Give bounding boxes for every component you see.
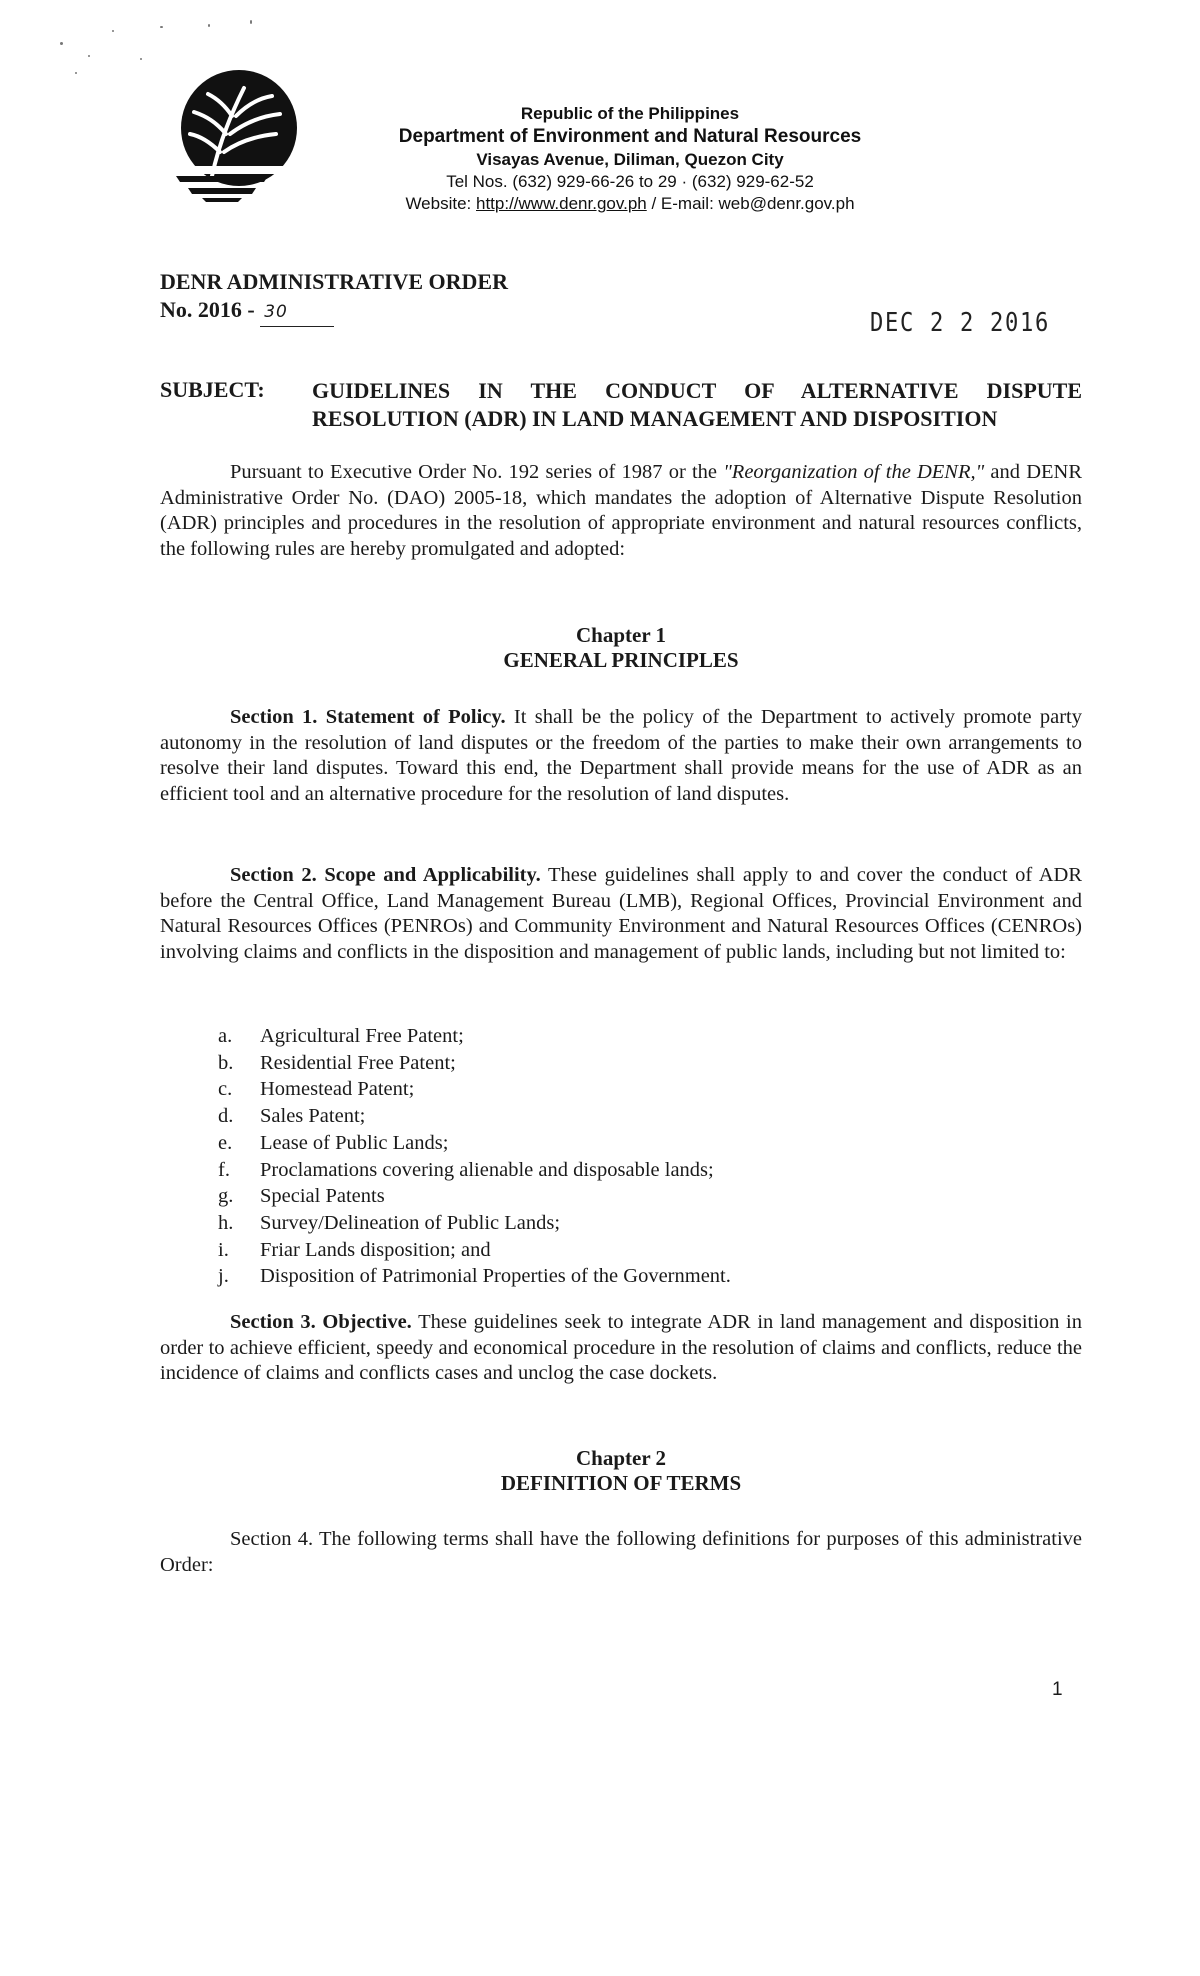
email-text: / E-mail: web@denr.gov.ph xyxy=(646,194,855,213)
list-item: i. Friar Lands disposition; and xyxy=(218,1238,491,1261)
order-number-handwritten: 30 xyxy=(260,299,334,327)
list-item: c. Homestead Patent; xyxy=(218,1078,415,1101)
section-3-label: Section 3. Objective. xyxy=(230,1311,412,1333)
section-2-list xyxy=(218,1023,1078,1290)
date-stamp: DEC 2 2 2016 xyxy=(870,308,1051,338)
preamble-italic: "Reorganization of the DENR," xyxy=(723,461,985,483)
section-4-paragraph xyxy=(160,1527,1082,1578)
section-3-text: These guidelines seek to integrate ADR in land management and disposition in order to achieve efficient, speedy and economical procedure in the resolution of claims and conflicts, reduce the incidence of claims and conflicts cases and unclog the case dockets. xyxy=(160,1311,1083,1384)
list-item: b. Residential Free Patent; xyxy=(218,1051,456,1074)
scan-speck xyxy=(250,20,252,24)
section-4-text: Section 4. The following terms shall have the following definitions for purposes of this administrative Order: xyxy=(160,1528,1082,1576)
scan-speck xyxy=(208,24,210,27)
list-item: d. Sales Patent; xyxy=(218,1105,366,1128)
address-line: Visayas Avenue, Diliman, Quezon City xyxy=(476,150,784,169)
letterhead xyxy=(330,103,930,215)
scan-speck xyxy=(75,72,77,74)
list-item: f. Proclamations covering alienable and disposable lands; xyxy=(218,1158,714,1181)
page-number: 1 xyxy=(1052,1679,1063,1700)
subject-label: SUBJECT: xyxy=(160,377,265,402)
website-line xyxy=(330,193,930,215)
preamble-part2: and DENR Administrative Order No. (DAO) 2005-18, which mandates the adoption of Alternative Dispute Resolution (ADR) principles and procedures in the resolution of appropriate environment and natural resources conflicts, the following rules are hereby promulgated and adopted: xyxy=(160,461,1083,560)
department-line: Department of Environment and Natural Resources xyxy=(398,126,862,147)
section-1-label: Section 1. Statement of Policy. xyxy=(230,706,506,728)
order-number xyxy=(160,296,334,327)
subject-text: GUIDELINES IN THE CONDUCT OF ALTERNATIVE DISPUTE RESOLUTION (ADR) IN LAND MANAGEMENT AND DISPOSITION xyxy=(312,378,1082,431)
republic-line: Republic of the Philippines xyxy=(520,104,740,123)
section-3-paragraph xyxy=(160,1310,1082,1387)
list-item: g. Special Patents xyxy=(218,1185,385,1208)
list-item: h. Survey/Delineation of Public Lands; xyxy=(218,1211,561,1234)
section-1-text: It shall be the policy of the Department to actively promote party autonomy in the resolution of land disputes or the freedom of the parties to make their own arrangements to resolve their land disputes. Toward this end, the Department shall provide means for the use of ADR as an efficient tool and an alternative procedure for the resolution of land disputes. xyxy=(160,706,1082,805)
denr-logo-icon xyxy=(172,68,306,202)
website-link[interactable]: http://www.denr.gov.ph xyxy=(476,194,647,213)
scan-speck xyxy=(112,30,114,32)
section-1-paragraph xyxy=(160,705,1082,807)
chapter-1-title: GENERAL PRINCIPLES xyxy=(503,648,739,672)
scan-speck xyxy=(160,26,163,28)
section-2-label: Section 2. Scope and Applicability. xyxy=(230,864,541,886)
preamble-part1: Pursuant to Executive Order No. 192 series of 1987 or the xyxy=(230,461,724,483)
chapter-1-heading: Chapter 1 xyxy=(575,623,667,647)
chapter-2-title: DEFINITION OF TERMS xyxy=(500,1471,742,1495)
preamble-paragraph xyxy=(160,460,1082,562)
chapter-2-heading: Chapter 2 xyxy=(575,1446,667,1470)
list-item: j. Disposition of Patrimonial Properties of the Government. xyxy=(218,1265,731,1288)
order-title: DENR ADMINISTRATIVE ORDER xyxy=(160,269,508,294)
telephone-line: Tel Nos. (632) 929-66-26 to 29 · (632) 929-62-52 xyxy=(446,172,814,191)
scan-speck xyxy=(140,58,142,60)
section-2-text: These guidelines shall apply to and cover the conduct of ADR before the Central Office, Land Management Bureau (LMB), Regional Offices, Provincial Environment and Natural Resources Offices (PENROs) and Community Environment and Natural Resources Offices (CENROs) involving claims and conflicts in the disposition and management of public lands, including but not limited to: xyxy=(160,864,1082,963)
order-number-prefix: No. 2016 - xyxy=(160,297,255,322)
scan-speck xyxy=(60,42,63,45)
section-2-paragraph xyxy=(160,863,1082,965)
scan-speck xyxy=(88,55,90,57)
list-item: e. Lease of Public Lands; xyxy=(218,1131,449,1154)
website-label: Website: xyxy=(405,194,476,213)
list-item: a. Agricultural Free Patent; xyxy=(218,1025,464,1047)
